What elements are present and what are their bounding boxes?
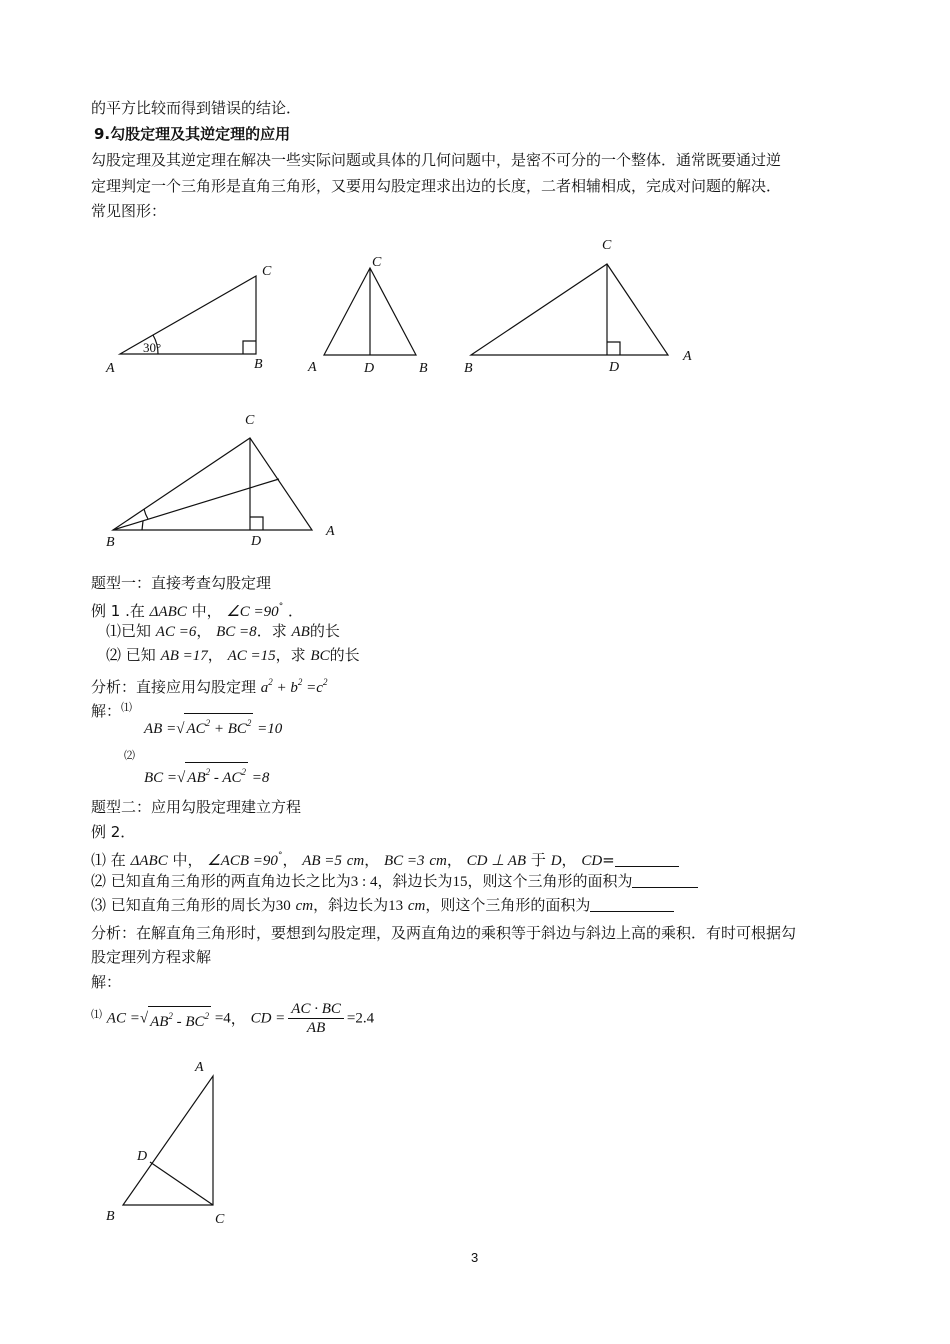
fig1-label-a: A — [106, 361, 115, 376]
fig1-label-b: B — [254, 357, 263, 372]
fig3-label-a: A — [683, 349, 692, 364]
figure-3-altitude-triangle — [471, 264, 668, 355]
fig4-label-a: A — [326, 524, 335, 539]
example1-end: ． — [287, 602, 303, 620]
q2-ask: ，求 — [275, 646, 306, 664]
fig3-label-b: B — [464, 361, 473, 376]
q1-prefix: ⑴已知 — [106, 622, 152, 640]
fig2-label-d: D — [364, 361, 375, 376]
answer-blank-1[interactable] — [615, 852, 679, 867]
answer-blank-3[interactable] — [590, 897, 674, 912]
example1-mid: 中， — [191, 602, 222, 620]
answer-blank-2[interactable] — [632, 873, 698, 888]
q1-ac: AC =6 — [155, 624, 197, 640]
example1-triangle: ΔABC — [149, 604, 187, 620]
q2-ac: AC =15 — [227, 648, 276, 664]
q1-sep: ， — [196, 622, 212, 640]
cd-fraction: $\frac{AC \cdot BC}{AB}$ — [288, 1000, 344, 1037]
page-number: 3 — [471, 1250, 479, 1265]
fig4-label-d: D — [251, 534, 262, 549]
q1-ab: AB — [291, 624, 310, 640]
example2-analysis-line-2: 股定理列方程求解 — [91, 948, 212, 966]
example2-solution-label: 解： — [91, 973, 122, 991]
analysis-text: 分析：直接应用勾股定理 — [91, 678, 257, 696]
q2-ab: AB =17 — [160, 648, 208, 664]
example2-analysis-line-1: 分析：在解直角三角形时，要想到勾股定理，及两直角边的乘积等于斜边与斜边上高的乘积．有时可根据勾 — [91, 924, 797, 942]
fig5-label-c: C — [215, 1212, 225, 1227]
q2-tail: 的长 — [329, 646, 360, 664]
type2-title: 题型二：应用勾股定理建立方程 — [91, 798, 302, 816]
figure-5-example-triangle — [123, 1076, 213, 1205]
q2-bc: BC — [310, 648, 330, 664]
solution-label: 解： — [91, 702, 122, 720]
figure-1-right-triangle — [120, 276, 256, 354]
example2-question-1: ⑴ 在 ΔABC 中， ∠ACB =90°， AB =5 cm， BC =3 cm， CD ⊥ AB 于 D， CD= — [91, 846, 679, 871]
fig1-angle-label: 30° — [143, 340, 162, 355]
previous-line: 的平方比较而得到错误的结论． — [91, 99, 302, 117]
q2-prefix: ⑵ 已知 — [106, 646, 156, 664]
q1-tail: 的长 — [309, 622, 340, 640]
fig4-label-c: C — [245, 413, 255, 428]
example1-degree: ° — [278, 602, 284, 612]
type1-title: 题型一：直接考查勾股定理 — [91, 574, 272, 592]
example1-question-2 — [106, 645, 360, 666]
figure-2-isosceles-triangle — [324, 268, 416, 355]
q1-ask: ．求 — [256, 622, 287, 640]
solution-1-formula: AB =√ $AC^2 + BC^2 =10$ — [144, 713, 282, 739]
q1-bc: BC =8 — [216, 624, 257, 640]
fig3-label-c: C — [602, 238, 612, 253]
example1-solution-label — [91, 698, 132, 721]
example1-analysis — [91, 672, 327, 698]
example1-angle: ∠C =90 — [226, 604, 279, 620]
example1-question-1 — [106, 621, 340, 642]
pythag-formula: $a^2 + b^2 =c^2$ — [260, 677, 328, 696]
fig2-label-c: C — [372, 255, 382, 270]
q2-sep: ， — [207, 646, 223, 664]
solution-2-number: ⑵ — [124, 749, 135, 762]
example2-label: 例 2． — [91, 823, 136, 841]
fig3-label-d: D — [609, 360, 620, 375]
fig5-label-b: B — [106, 1209, 115, 1224]
example1-label: 例 1 .在 — [91, 602, 145, 620]
intro-paragraph-line-2: 定理判定一个三角形是直角三角形，又要用勾股定理求出边的长度，二者相辅相成，完成对问题的解决． — [91, 177, 782, 195]
example2-solution-1: ⑴ AC =√ $AB^2 - BC^2 =4$， CD = $\frac{AC \cdot BC}{AB}$ =2.4 — [91, 1001, 375, 1036]
fig1-label-c: C — [262, 264, 272, 279]
fig2-label-b: B — [419, 361, 428, 376]
example1-statement — [91, 597, 303, 622]
figure-4-bisector-triangle — [113, 438, 312, 530]
intro-paragraph-line-1: 勾股定理及其逆定理在解决一些实际问题或具体的几何问题中，是密不可分的一个整体．通常既要通过逆 — [91, 151, 782, 169]
fig2-label-a: A — [308, 360, 317, 375]
fig5-label-d: D — [137, 1149, 148, 1164]
fig5-label-a: A — [195, 1060, 204, 1075]
intro-paragraph-line-3: 常见图形： — [91, 202, 167, 220]
fig4-label-b: B — [106, 535, 115, 550]
example2-question-3: ⑶ 已知直角三角形的周长为30 cm，斜边长为13 cm，则这个三角形的面积为 — [91, 895, 674, 916]
example2-question-2: ⑵ 已知直角三角形的两直角边长之比为3 : 4，斜边长为15，则这个三角形的面积为 — [91, 871, 698, 892]
section-heading: 9.勾股定理及其逆定理的应用 — [94, 125, 291, 143]
solution-2-formula: BC =√ $AB^2 - AC^2 =8$ — [144, 762, 269, 788]
solution-1-number: ⑴ — [121, 701, 133, 714]
